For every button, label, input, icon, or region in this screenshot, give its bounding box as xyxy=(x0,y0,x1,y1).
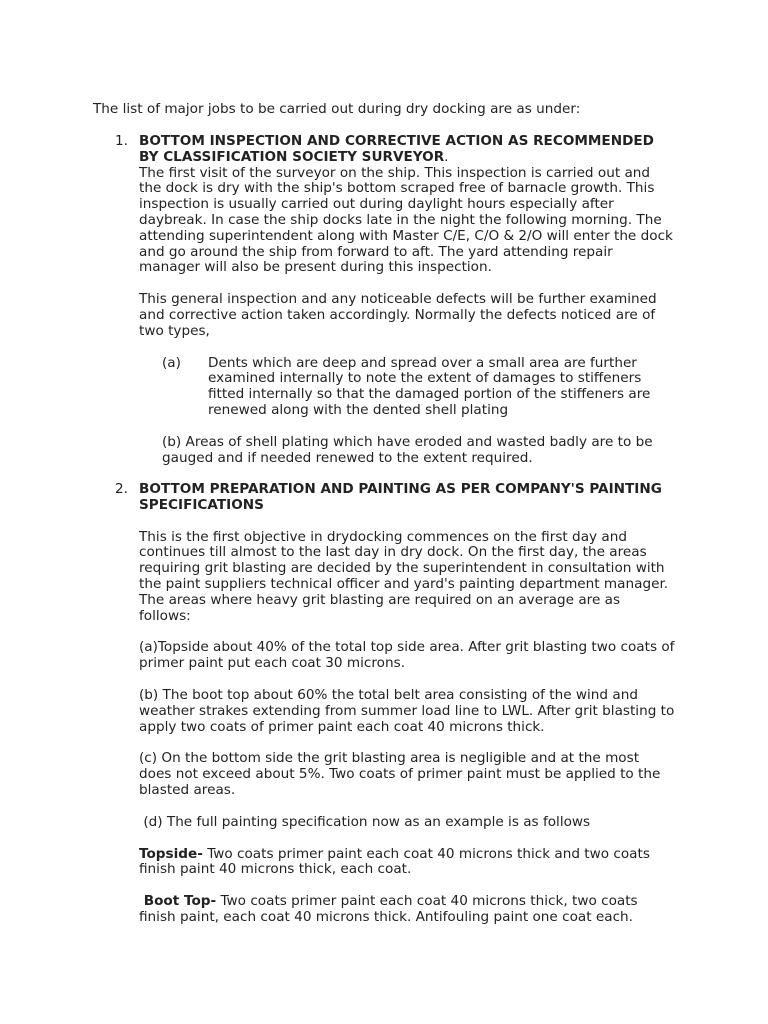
intro-text: The list of major jobs to be carried out during dry docking are as under: xyxy=(93,101,581,117)
item-number: 2. xyxy=(115,481,128,497)
item-heading xyxy=(139,134,675,166)
paragraph-b: (b) The boot top about 60% the total belt area consisting of the wind and weather strakes extending from summer load line to LWL. After grit blasting to apply two coats of primer paint each coat 40 microns thick. xyxy=(139,686,675,735)
sub-item-label: (a) xyxy=(162,354,181,371)
paragraph: This general inspection and any noticeable defects will be further examined and corrective action taken accordingly. Normally the defects noticed are of two types, xyxy=(139,291,657,339)
list-item-2 xyxy=(115,482,675,926)
heading-tail: . xyxy=(444,148,449,165)
sub-item-text: Dents which are deep and spread over a small area are further examined internally to note the extent of damages to stiffeners fitted internally so that the damaged portion of the stiffeners are renewed along with the dented shell plating xyxy=(208,354,651,418)
item-body xyxy=(139,482,675,926)
heading-text: BOTTOM INSPECTION AND CORRECTIVE ACTION AS RECOMMENDED BY CLASSIFICATION SOCIETY SURVEYOR xyxy=(139,133,654,165)
sub-item-a xyxy=(162,356,675,419)
boottop-spec xyxy=(139,894,675,926)
topside-text: Two coats primer paint each coat 40 microns thick and two coats finish paint 40 microns thick, each coat. xyxy=(139,845,650,878)
paragraph-d: (d) The full painting specification now as an example is as follows xyxy=(139,813,591,830)
paragraph-c: (c) On the bottom side the grit blasting area is negligible and at the most does not exceed about 5%. Two coats of primer paint must be applied to the blasted areas. xyxy=(139,750,661,798)
item-heading: BOTTOM PREPARATION AND PAINTING AS PER COMPANY'S PAINTING SPECIFICATIONS xyxy=(139,481,662,513)
boottop-text: Two coats primer paint each coat 40 microns thick, two coats finish paint, each coat 40 microns thick. Antifouling paint one coat each. xyxy=(139,893,642,925)
paragraph-a: (a)Topside about 40% of the total top side area. After grit blasting two coats of primer paint put each coat 30 microns. xyxy=(139,639,675,672)
item-number: 1. xyxy=(115,133,128,149)
topside-label: Topside- xyxy=(139,845,203,862)
topside-spec xyxy=(139,847,675,879)
paragraph: The first visit of the surveyor on the ship. This inspection is carried out and the dock is dry with the ship's bottom scraped free of barnacle growth. This inspection is usually carried out during daylight hours especially after daybreak. In case the ship docks late in the night the following morning. The attending superintendent along with Master C/E, C/O & 2/O will enter the dock and go around the ship from forward to aft. The yard attending repair manager will also be present during this inspection. xyxy=(139,164,673,276)
sub-item-b: (b) Areas of shell plating which have eroded and wasted badly are to be gauged and if needed renewed to the extent required. xyxy=(162,433,653,466)
paragraph: This is the first objective in drydocking commences on the first day and continues till almost to the last day in dry dock. On the first day, the areas requiring grit blasting are decided by the superintendent in consultation with the paint suppliers technical officer and yard's painting department manager. The areas where heavy grit blasting are required on an average are as follows: xyxy=(139,528,669,624)
list-item-1 xyxy=(115,134,675,466)
boottop-label: Boot Top- xyxy=(139,893,217,910)
item-body xyxy=(139,134,675,466)
